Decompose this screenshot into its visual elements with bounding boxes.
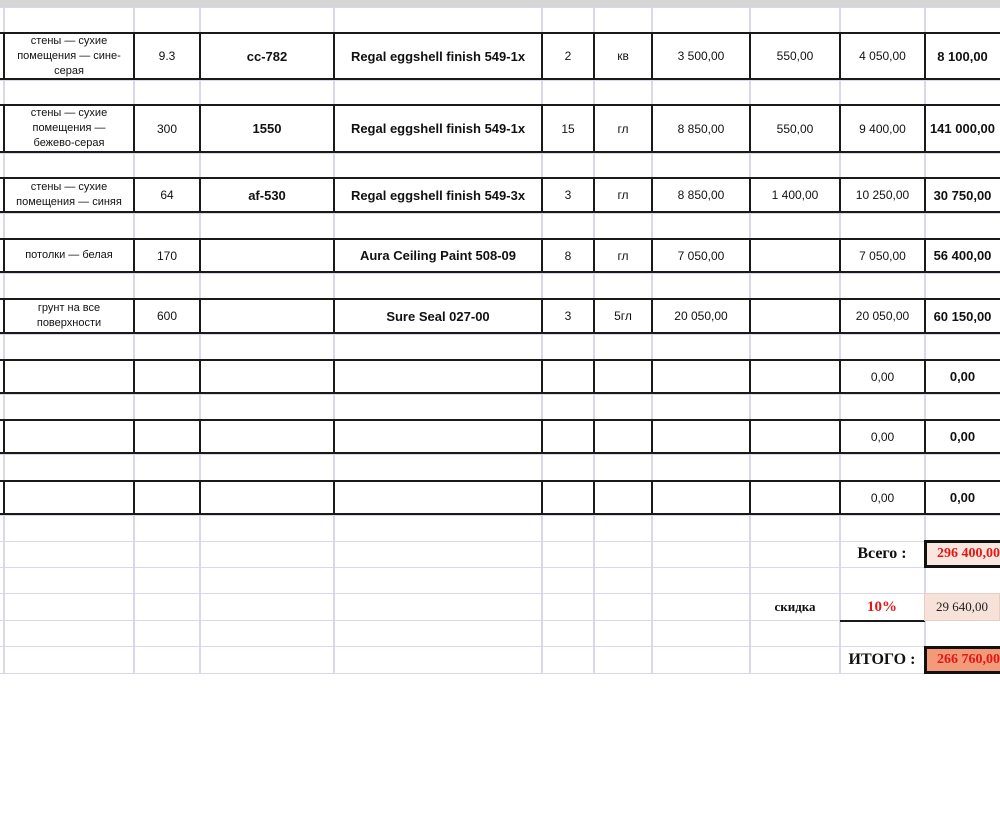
total-cell[interactable]: 0,00	[949, 490, 976, 505]
tint-cell[interactable]	[751, 239, 839, 272]
code-cell[interactable]	[201, 299, 333, 333]
price-cell[interactable]: 8 850,00	[677, 121, 725, 136]
qty-cell[interactable]: 15	[561, 121, 575, 136]
code-cell[interactable]: af-530	[248, 187, 286, 203]
description-cell[interactable]	[5, 420, 133, 453]
price-cell[interactable]: 3 500,00	[677, 49, 725, 63]
unit-cell[interactable]: 5гл	[614, 309, 632, 323]
area-cell[interactable]: 64	[160, 188, 174, 202]
product-cell[interactable]: Regal eggshell finish 549-1x	[350, 121, 526, 136]
price-cell[interactable]: 20 050,00	[674, 309, 728, 323]
description-cell[interactable]: грунт на все поверхности	[36, 302, 102, 329]
discount-percent-underline	[840, 620, 925, 622]
grand-total-value[interactable]: 266 760,00	[924, 646, 1000, 674]
tint-cell[interactable]	[751, 360, 839, 393]
unit-total-cell[interactable]: 7 050,00	[859, 248, 906, 263]
area-cell[interactable]: 170	[156, 248, 178, 263]
description-cell[interactable]: стены — сухие помещения — сине-серая	[17, 34, 121, 77]
total-cell[interactable]: 0,00	[949, 429, 976, 444]
unit-cell[interactable]	[595, 360, 651, 393]
area-cell[interactable]: 600	[156, 309, 178, 323]
grid-line	[0, 567, 1000, 568]
product-cell[interactable]	[335, 420, 541, 453]
price-cell[interactable]	[653, 420, 749, 453]
tint-cell[interactable]: 550,00	[776, 121, 814, 136]
area-cell[interactable]	[135, 420, 199, 453]
description-cell[interactable]: потолки — белая	[25, 249, 113, 261]
product-cell[interactable]: Sure Seal 027-00	[386, 308, 490, 324]
tint-cell[interactable]	[751, 481, 839, 514]
qty-cell[interactable]: 3	[564, 309, 572, 323]
grid-line	[0, 213, 1000, 214]
tint-cell[interactable]: 1 400,00	[771, 188, 819, 202]
area-cell[interactable]: 9.3	[158, 49, 176, 63]
grid-line	[0, 394, 1000, 395]
price-cell[interactable]: 8 850,00	[677, 188, 725, 202]
code-cell[interactable]	[201, 360, 333, 393]
price-cell[interactable]	[653, 360, 749, 393]
product-cell[interactable]: Regal eggshell finish 549-3x	[350, 187, 526, 203]
code-cell[interactable]	[201, 420, 333, 453]
unit-cell[interactable]	[595, 481, 651, 514]
code-cell[interactable]: 1550	[252, 121, 282, 136]
description-cell[interactable]: стены — сухие помещения — бежево-серая	[30, 107, 108, 149]
unit-total-cell[interactable]: 4 050,00	[859, 49, 906, 63]
qty-cell[interactable]: 3	[564, 188, 572, 202]
unit-cell[interactable]: гл	[617, 121, 629, 136]
product-cell[interactable]: Regal eggshell finish 549-1x	[350, 48, 526, 64]
grid-line	[0, 7, 1000, 8]
unit-total-cell[interactable]: 0,00	[870, 490, 895, 505]
area-cell[interactable]	[135, 360, 199, 393]
tint-cell[interactable]	[751, 299, 839, 333]
total-cell[interactable]: 141 000,00	[929, 121, 996, 136]
subtotal-value[interactable]: 296 400,00	[924, 540, 1000, 568]
grid-line	[0, 273, 1000, 274]
grid-line	[0, 80, 1000, 81]
unit-total-cell[interactable]: 20 050,00	[855, 309, 910, 323]
code-cell[interactable]	[201, 481, 333, 514]
product-cell[interactable]: Aura Ceiling Paint 508-09	[359, 248, 517, 263]
unit-cell[interactable]: кв	[617, 49, 629, 63]
product-cell[interactable]	[335, 360, 541, 393]
product-cell[interactable]	[335, 481, 541, 514]
subtotal-label: Всего :	[857, 545, 907, 562]
area-cell[interactable]: 300	[156, 121, 178, 136]
unit-total-cell[interactable]: 10 250,00	[855, 188, 910, 202]
unit-total-cell[interactable]: 0,00	[870, 369, 895, 384]
total-cell[interactable]: 0,00	[949, 369, 976, 384]
description-cell[interactable]	[5, 481, 133, 514]
unit-cell[interactable]: гл	[617, 188, 629, 202]
total-cell[interactable]: 30 750,00	[933, 187, 992, 203]
total-cell[interactable]: 8 100,00	[937, 48, 988, 64]
qty-cell[interactable]: 8	[564, 248, 572, 263]
unit-cell[interactable]	[595, 420, 651, 453]
grid-line	[0, 153, 1000, 154]
unit-total-cell[interactable]: 9 400,00	[859, 121, 906, 136]
code-cell[interactable]: cc-782	[246, 48, 288, 64]
description-cell[interactable]: стены — сухие помещения — синяя	[16, 181, 122, 208]
discount-value[interactable]: 29 640,00	[924, 593, 1000, 621]
qty-cell[interactable]	[543, 481, 593, 514]
qty-cell[interactable]: 2	[564, 49, 572, 63]
discount-label: скидка	[774, 599, 816, 614]
grid-line	[0, 334, 1000, 335]
description-cell[interactable]	[5, 360, 133, 393]
price-cell[interactable]	[653, 481, 749, 514]
area-cell[interactable]	[135, 481, 199, 514]
unit-cell[interactable]: гл	[617, 248, 629, 263]
price-cell[interactable]: 7 050,00	[677, 248, 725, 263]
grid-line	[0, 515, 1000, 516]
discount-percent: 10%	[867, 598, 897, 615]
code-cell[interactable]	[201, 239, 333, 272]
total-cell[interactable]: 56 400,00	[933, 248, 992, 263]
grid-line	[0, 454, 1000, 455]
tint-cell[interactable]: 550,00	[776, 49, 814, 63]
qty-cell[interactable]	[543, 420, 593, 453]
total-cell[interactable]: 60 150,00	[933, 308, 992, 324]
qty-cell[interactable]	[543, 360, 593, 393]
grand-total-label: ИТОГО :	[848, 651, 916, 668]
unit-total-cell[interactable]: 0,00	[870, 429, 895, 444]
tint-cell[interactable]	[751, 420, 839, 453]
grid-line	[0, 673, 1000, 674]
